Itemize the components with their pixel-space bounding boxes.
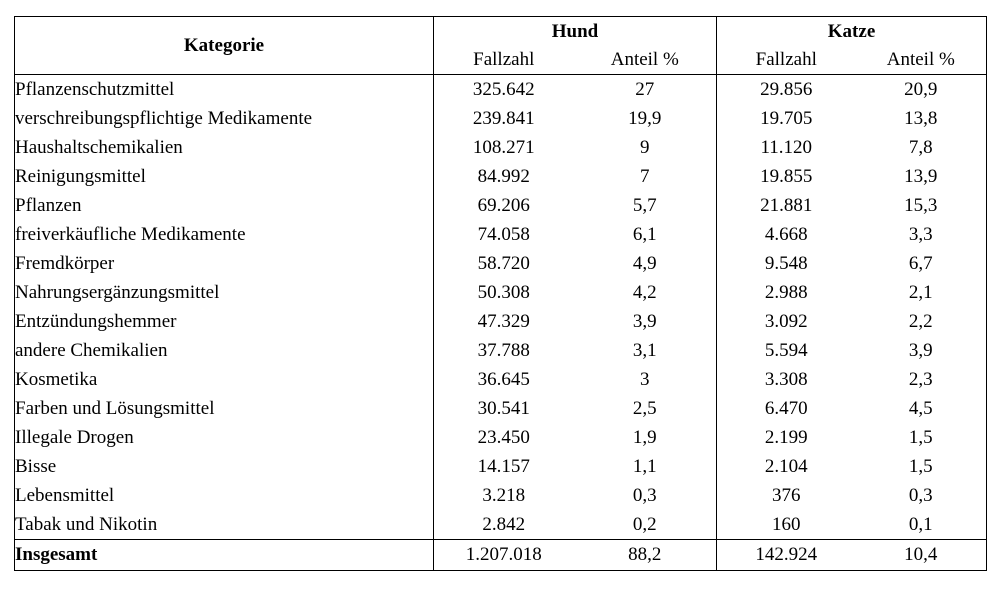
cell-kategorie: Lebensmittel	[15, 481, 434, 510]
cell-katze-fallzahl: 376	[772, 484, 801, 506]
cell-katze-fallzahl: 3.308	[764, 368, 808, 390]
cell-hund-fallzahl: 37.788	[477, 339, 530, 361]
cell-hund-anteil: 6,1	[574, 220, 717, 249]
cell-katze-anteil: 6,7	[908, 252, 933, 274]
cell-hund-anteil: 19,9	[574, 104, 717, 133]
cell-hund-fallzahl: 2.842	[482, 513, 526, 535]
cell-katze-fallzahl: 3.092	[764, 310, 808, 332]
cell-hund-anteil: 3,9	[574, 307, 717, 336]
total-row	[15, 540, 987, 571]
cell-hund-fallzahl: 50.308	[477, 281, 530, 303]
cell-hund-fallzahl: 3.218	[482, 484, 526, 506]
table-row	[15, 481, 987, 510]
cell-katze-fallzahl: 4.668	[764, 223, 808, 245]
cell-katze-anteil: 7,8	[908, 136, 933, 158]
table-row	[15, 423, 987, 452]
table-row	[15, 510, 987, 540]
cell-katze-anteil: 2,2	[908, 310, 933, 332]
cell-hund-fallzahl: 58.720	[477, 252, 530, 274]
cell-katze-fallzahl: 9.548	[764, 252, 808, 274]
cell-hund-fallzahl: 84.992	[477, 165, 530, 187]
cell-hund-anteil: 3,1	[574, 336, 717, 365]
cell-hund-anteil: 4,2	[574, 278, 717, 307]
column-header-kategorie: Kategorie	[15, 17, 434, 75]
cell-katze-fallzahl: 2.199	[764, 426, 808, 448]
cell-hund-fallzahl: 74.058	[477, 223, 530, 245]
table-row	[15, 220, 987, 249]
cell-katze-anteil: 1,5	[908, 426, 933, 448]
header-row-groups	[15, 17, 987, 47]
cell-kategorie: Haushaltschemikalien	[15, 133, 434, 162]
cell-katze-anteil: 15,3	[904, 194, 938, 216]
cell-katze-fallzahl: 21.881	[760, 194, 813, 216]
cell-hund-fallzahl: 325.642	[472, 78, 535, 100]
cell-kategorie: Illegale Drogen	[15, 423, 434, 452]
cell-kategorie: Kosmetika	[15, 365, 434, 394]
cell-katze-anteil: 0,1	[908, 513, 933, 535]
cell-katze-fallzahl: 2.104	[764, 455, 808, 477]
cell-hund-anteil: 5,7	[574, 191, 717, 220]
cell-hund-fallzahl: 30.541	[477, 397, 530, 419]
cell-katze-anteil: 2,1	[908, 281, 933, 303]
cell-hund-anteil: 9	[574, 133, 717, 162]
cell-hund-anteil: 7	[574, 162, 717, 191]
table-row	[15, 75, 987, 105]
table-row	[15, 365, 987, 394]
cell-katze-fallzahl: 2.988	[764, 281, 808, 303]
cell-hund-fallzahl: 23.450	[477, 426, 530, 448]
cell-kategorie: Pflanzenschutzmittel	[15, 75, 434, 105]
table-body	[15, 75, 987, 540]
cell-katze-fallzahl: 11.120	[760, 136, 813, 158]
total-katze-anteil: 10,4	[856, 540, 987, 571]
cell-kategorie: Fremdkörper	[15, 249, 434, 278]
table-row	[15, 278, 987, 307]
table-row	[15, 394, 987, 423]
cell-katze-fallzahl: 6.470	[764, 397, 808, 419]
cell-hund-fallzahl: 239.841	[472, 107, 535, 129]
cell-katze-anteil: 1,5	[908, 455, 933, 477]
cell-kategorie: Nahrungsergänzungsmittel	[15, 278, 434, 307]
cell-katze-anteil: 20,9	[904, 78, 938, 100]
table-row	[15, 162, 987, 191]
table-row	[15, 249, 987, 278]
table-row	[15, 452, 987, 481]
cell-kategorie: andere Chemikalien	[15, 336, 434, 365]
cell-kategorie: freiverkäufliche Medikamente	[15, 220, 434, 249]
cell-hund-fallzahl: 36.645	[477, 368, 530, 390]
cell-hund-anteil: 2,5	[574, 394, 717, 423]
table-row	[15, 191, 987, 220]
total-hund-fallzahl: 1.207.018	[434, 540, 574, 571]
table-footer	[15, 540, 987, 571]
cell-katze-fallzahl: 5.594	[764, 339, 808, 361]
cell-hund-anteil: 0,2	[574, 510, 717, 540]
cell-kategorie: Entzündungshemmer	[15, 307, 434, 336]
total-label: Insgesamt	[15, 540, 434, 571]
cell-katze-anteil: 13,9	[904, 165, 938, 187]
cell-hund-fallzahl: 47.329	[477, 310, 530, 332]
cell-kategorie: Bisse	[15, 452, 434, 481]
cell-katze-anteil: 4,5	[908, 397, 933, 419]
cell-hund-anteil: 3	[574, 365, 717, 394]
column-header-katze-fallzahl: Fallzahl	[717, 46, 856, 75]
table-header	[15, 17, 987, 75]
column-group-hund: Hund	[434, 17, 717, 47]
cell-hund-fallzahl: 69.206	[477, 194, 530, 216]
total-katze-fallzahl: 142.924	[717, 540, 856, 571]
cell-katze-fallzahl: 19.855	[760, 165, 813, 187]
column-group-katze: Katze	[827, 20, 876, 42]
cell-hund-anteil: 1,1	[574, 452, 717, 481]
cell-hund-anteil: 1,9	[574, 423, 717, 452]
column-header-hund-fallzahl: Fallzahl	[434, 46, 574, 75]
cell-hund-anteil: 27	[574, 75, 717, 105]
cell-katze-anteil: 0,3	[908, 484, 933, 506]
table-row	[15, 104, 987, 133]
cell-katze-anteil: 3,3	[908, 223, 933, 245]
cell-katze-anteil: 13,8	[904, 107, 938, 129]
cell-hund-fallzahl: 14.157	[477, 455, 530, 477]
cell-kategorie: verschreibungspflichtige Medikamente	[15, 104, 434, 133]
column-header-katze-anteil: Anteil %	[856, 46, 987, 75]
cell-kategorie: Tabak und Nikotin	[15, 510, 434, 540]
cell-hund-fallzahl: 108.271	[472, 136, 535, 158]
table-row	[15, 133, 987, 162]
cell-katze-fallzahl: 29.856	[760, 78, 813, 100]
cell-kategorie: Farben und Lösungsmittel	[15, 394, 434, 423]
table-row	[15, 336, 987, 365]
table-row	[15, 307, 987, 336]
cell-hund-anteil: 0,3	[574, 481, 717, 510]
cell-katze-anteil: 2,3	[908, 368, 933, 390]
data-table	[14, 16, 987, 571]
total-hund-anteil: 88,2	[574, 540, 717, 571]
cell-hund-anteil: 4,9	[574, 249, 717, 278]
cell-katze-anteil: 3,9	[908, 339, 933, 361]
cell-kategorie: Pflanzen	[15, 191, 434, 220]
cell-kategorie: Reinigungsmittel	[15, 162, 434, 191]
cell-katze-fallzahl: 160	[772, 513, 801, 535]
cell-katze-fallzahl: 19.705	[760, 107, 813, 129]
column-header-hund-anteil: Anteil %	[574, 46, 717, 75]
